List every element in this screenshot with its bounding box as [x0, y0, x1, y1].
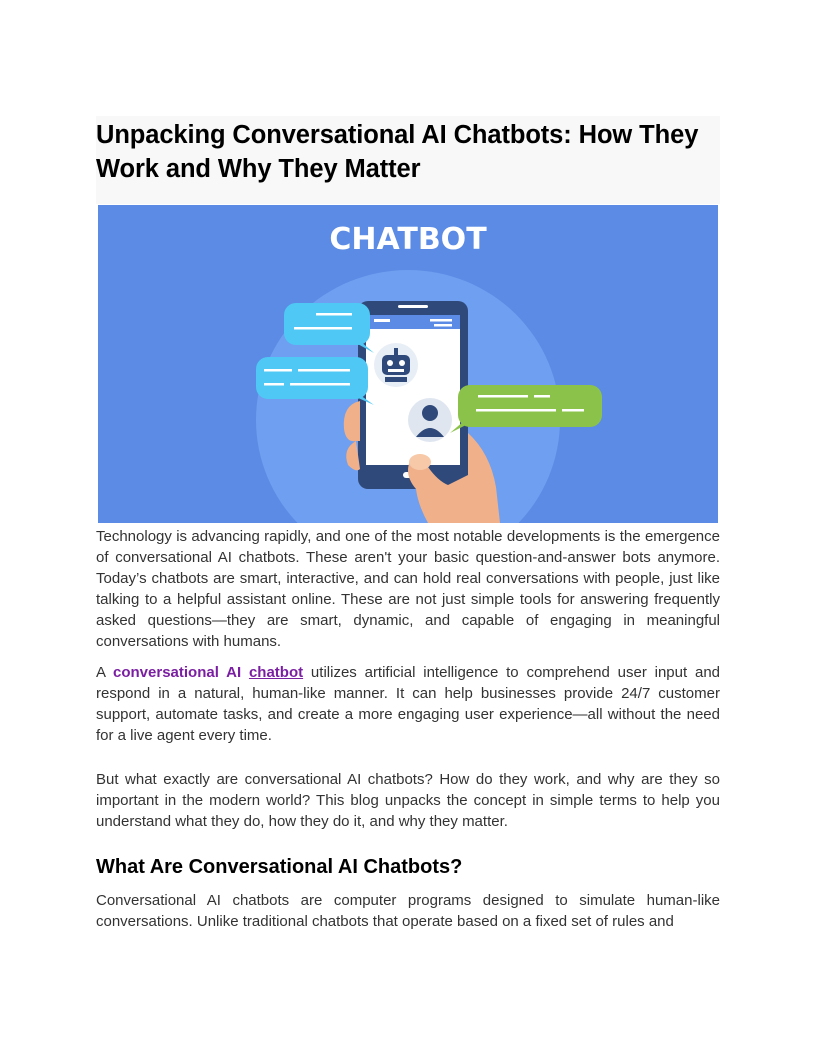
definition-body: utilizes artificial intelligence to comprehend user input and respond in a natural, human-like manner. It can help businesses provide 24/7 customer support, automate tasks, and create a more engaging user experience—all without the need for a live agent every time.: [96, 664, 720, 744]
keyword-conversational-ai: conversational AI: [113, 664, 242, 681]
chatbot-link[interactable]: chatbot: [248, 664, 304, 681]
hero-image: [98, 205, 718, 523]
definition-prefix: A: [96, 664, 113, 681]
title-block: [96, 116, 720, 204]
chatbot-phone-illustration-icon: [98, 205, 718, 523]
article: [96, 116, 720, 932]
intro-paragraph: Technology is advancing rapidly, and one of the most notable developments is the emergence of conversational AI chatbots. These aren't your basic question-and-answer bots anymore. Today’s chatbots are smart, interactive, and can hold real conversations with people, just like talking to a helpful assistant online. These are not just simple tools for answering frequently asked questions—they are smart, dynamic, and capable of engaging in meaningful conversations with humans.: [96, 528, 720, 650]
page-title: Unpacking Conversational AI Chatbots: How They Work and Why They Matter: [96, 121, 699, 183]
section-heading: What Are Conversational AI Chatbots?: [96, 856, 463, 878]
question-paragraph: But what exactly are conversational AI chatbots? How do they work, and why are they so important in the modern world? This blog unpacks the concept in simple terms to help you understand what they do, how they do it, and why they matter.: [96, 771, 720, 830]
section-paragraph: Conversational AI chatbots are computer programs designed to simulate human-like conversations. Unlike traditional chatbots that operate based on a fixed set of rules and: [96, 892, 720, 930]
definition-paragraph: [96, 662, 720, 746]
banner-text: CHATBOT: [329, 222, 487, 257]
